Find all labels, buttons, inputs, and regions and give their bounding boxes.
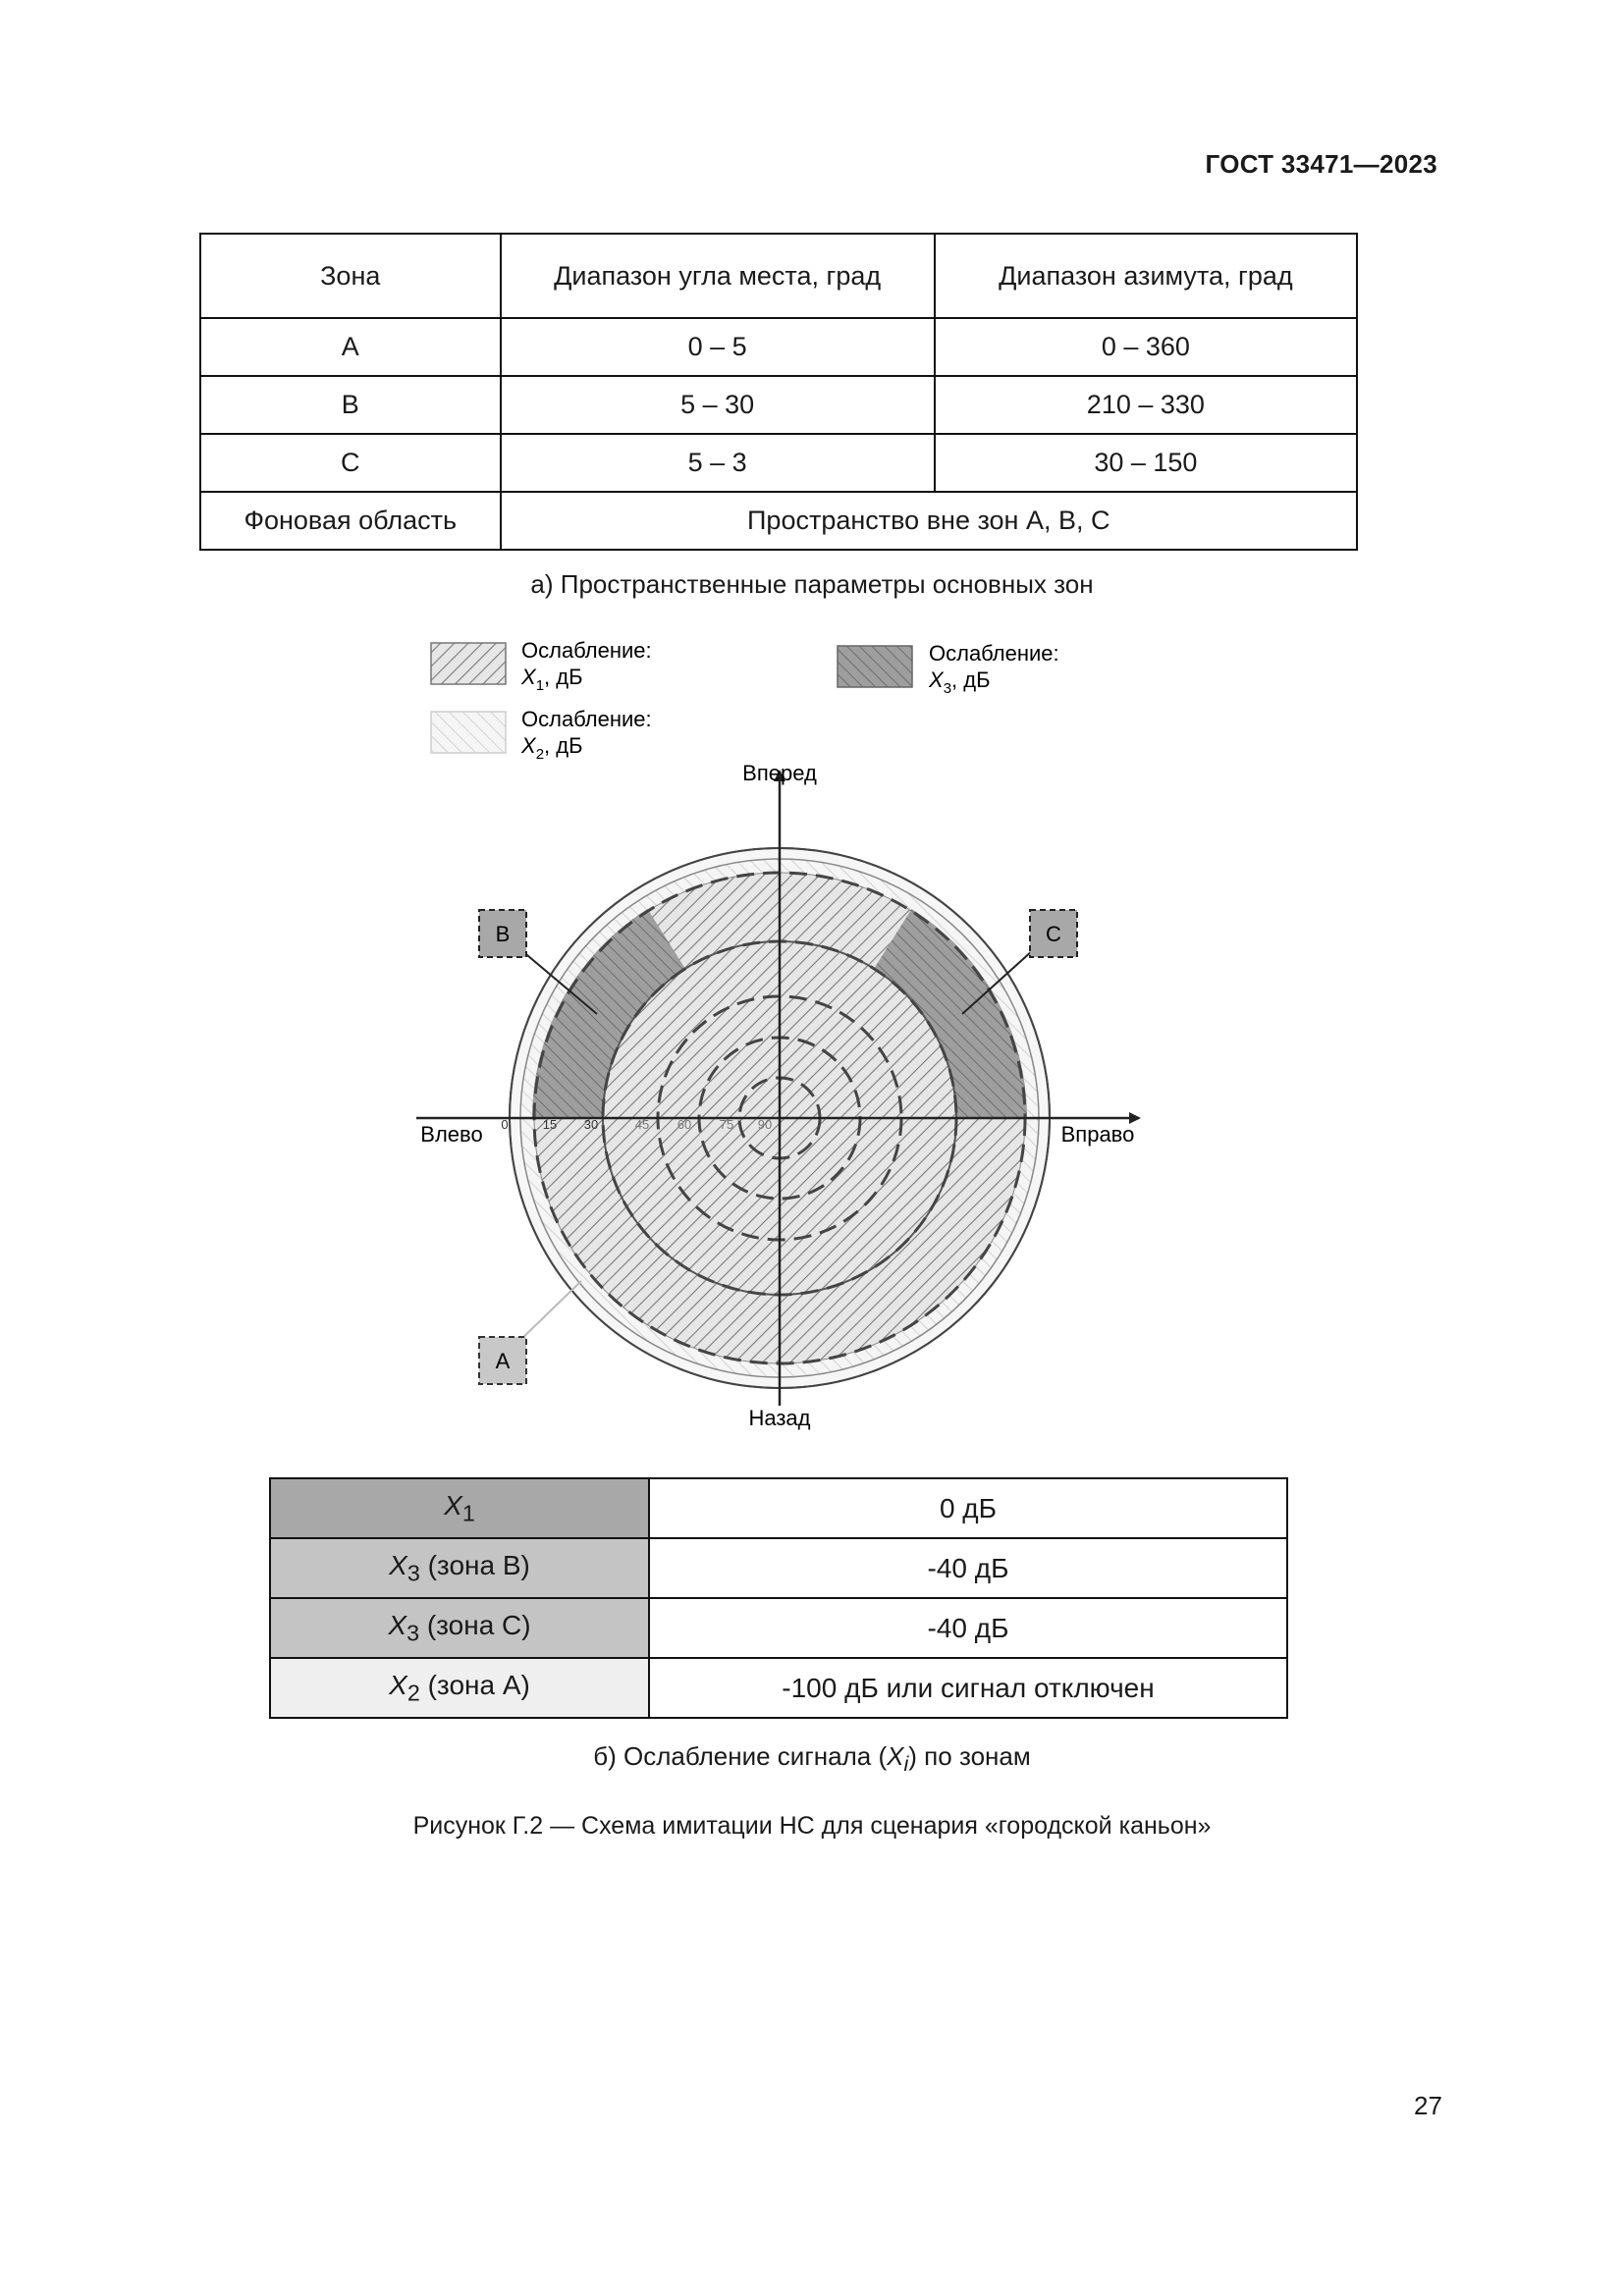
column-header-elevation: Диапазон угла места, град xyxy=(501,234,935,318)
tick-label: 0 xyxy=(501,1117,509,1132)
table-row xyxy=(270,1478,1287,1538)
legend-x2-label: Ослабление: xyxy=(521,707,652,731)
label-right: Вправо xyxy=(1060,1122,1135,1147)
attenuation-value-cell: -40 дБ xyxy=(649,1598,1287,1658)
table-row xyxy=(270,1598,1287,1658)
table-row xyxy=(270,1538,1287,1598)
zone-cell: C xyxy=(200,434,501,492)
azimuth-cell: 210 – 330 xyxy=(935,376,1357,434)
legend-x3-swatch xyxy=(838,646,912,687)
standard-code: ГОСТ 33471—2023 xyxy=(1205,149,1437,179)
attenuation-table xyxy=(269,1477,1288,1719)
elevation-cell: 5 – 3 xyxy=(501,434,935,492)
label-left: Влево xyxy=(420,1122,483,1147)
attenuation-key-cell: $X_1$ xyxy=(270,1478,649,1538)
attenuation-value-cell: -40 дБ xyxy=(649,1538,1287,1598)
tick-label: 15 xyxy=(542,1117,558,1132)
legend-x2-value: $X_2$, дБ xyxy=(521,733,583,763)
attenuation-key-cell: $X_3$ (зона B) xyxy=(270,1538,649,1598)
zone-c-callout-label: C xyxy=(1046,922,1061,946)
tick-label: 30 xyxy=(583,1117,599,1132)
attenuation-key-cell: $X_2$ (зона A) xyxy=(270,1658,649,1718)
legend-x1-value: $X_1$, дБ xyxy=(521,665,583,694)
zone-b-callout-label: B xyxy=(495,922,511,946)
table-row xyxy=(270,1658,1287,1718)
label-forward: Вперед xyxy=(742,761,817,785)
figure-title: Рисунок Г.2 — Схема имитации НС для сценария «городской каньон» xyxy=(412,1812,1212,1840)
attenuation-value-cell: -100 дБ или сигнал отключен xyxy=(649,1658,1287,1718)
caption-b: б) Ослабление сигнала $(X_i)$ по зонам xyxy=(593,1741,1031,1777)
zone-cell: B xyxy=(200,376,501,434)
legend-x3-value: $X_3$, дБ xyxy=(929,667,991,697)
elevation-cell: 0 – 5 xyxy=(501,318,935,376)
column-header-azimuth: Диапазон азимута, град xyxy=(935,234,1357,318)
tick-label: 45 xyxy=(634,1117,650,1132)
column-header-zone: Зона xyxy=(200,234,501,318)
background-area-value: Пространство вне зон A, B, C xyxy=(501,492,1357,550)
label-back: Назад xyxy=(748,1406,811,1430)
azimuth-cell: 0 – 360 xyxy=(935,318,1357,376)
tick-label: 90 xyxy=(757,1117,773,1132)
attenuation-value-cell: 0 дБ xyxy=(649,1478,1287,1538)
background-area-label: Фоновая область xyxy=(200,492,501,550)
page-number: 27 xyxy=(1414,2091,1442,2120)
legend-x1-swatch xyxy=(431,643,506,684)
legend-x3-label: Ослабление: xyxy=(929,641,1059,666)
caption-a: а) Пространственные параметры основных зон xyxy=(530,569,1094,599)
tick-label: 60 xyxy=(677,1117,692,1132)
tick-label: 75 xyxy=(719,1117,734,1132)
zone-a-leader xyxy=(518,1281,581,1342)
azimuth-cell: 30 – 150 xyxy=(935,434,1357,492)
legend-x2-swatch xyxy=(431,712,506,753)
legend-x1-label: Ослабление: xyxy=(521,638,652,663)
zone-a-callout-label: A xyxy=(495,1349,511,1373)
zone-cell: A xyxy=(200,318,501,376)
attenuation-key-cell: $X_3$ (зона C) xyxy=(270,1598,649,1658)
elevation-cell: 5 – 30 xyxy=(501,376,935,434)
